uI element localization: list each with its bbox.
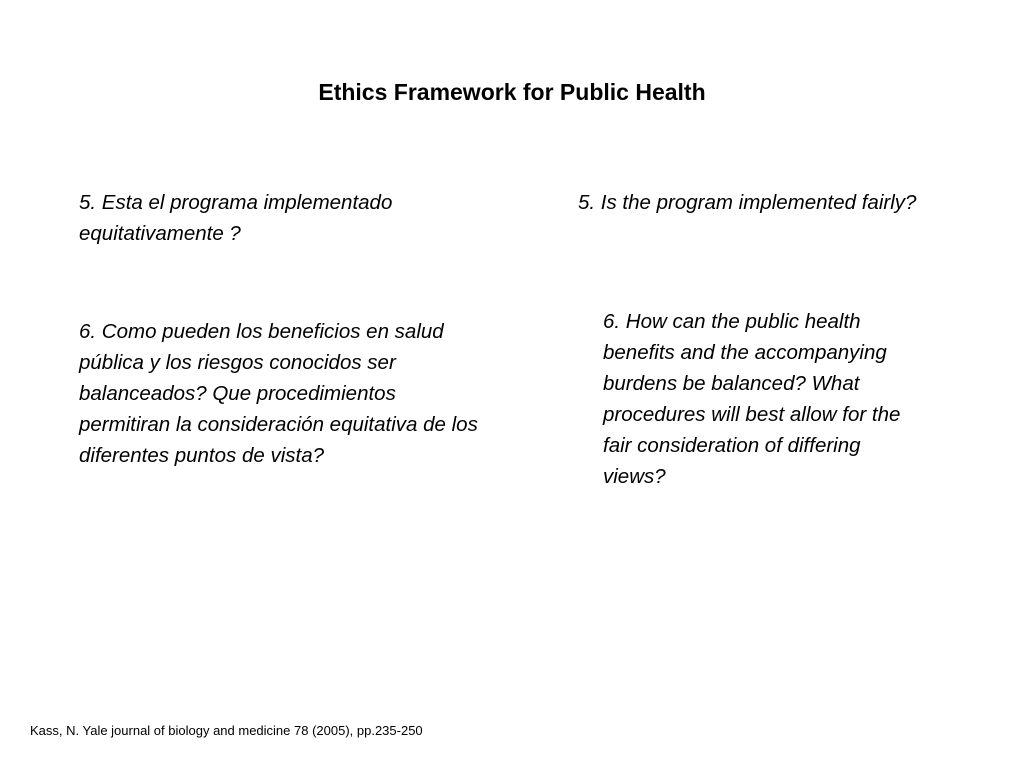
text-line: procedures will best allow for the [603, 403, 901, 426]
text-line: diferentes puntos de vista? [79, 444, 325, 467]
text-line: fair consideration of differing [603, 434, 861, 457]
spanish-question-5 [79, 187, 392, 249]
text-line: burdens be balanced? What [603, 372, 860, 395]
english-question-6 [603, 306, 900, 492]
spanish-question-6 [79, 316, 478, 471]
text-line: views? [603, 465, 666, 488]
text-line: 5. Esta el programa implementado [79, 191, 393, 214]
text-line: balanceados? Que procedimientos [79, 382, 396, 405]
text-line: equitativamente ? [79, 222, 241, 245]
text-line: permitiran la consideración equitativa de los [79, 413, 478, 436]
citation: Kass, N. Yale journal of biology and medicine 78 (2005), pp.235-250 [30, 723, 423, 738]
text-line: pública y los riesgos conocidos ser [79, 351, 396, 374]
english-question-5 [578, 187, 916, 218]
slide-title: Ethics Framework for Public Health [318, 79, 706, 105]
text-line: 5. Is the program implemented fairly? [578, 191, 917, 214]
text-line: 6. How can the public health [603, 310, 861, 333]
text-line: benefits and the accompanying [603, 341, 887, 364]
text-line: 6. Como pueden los beneficios en salud [79, 320, 444, 343]
